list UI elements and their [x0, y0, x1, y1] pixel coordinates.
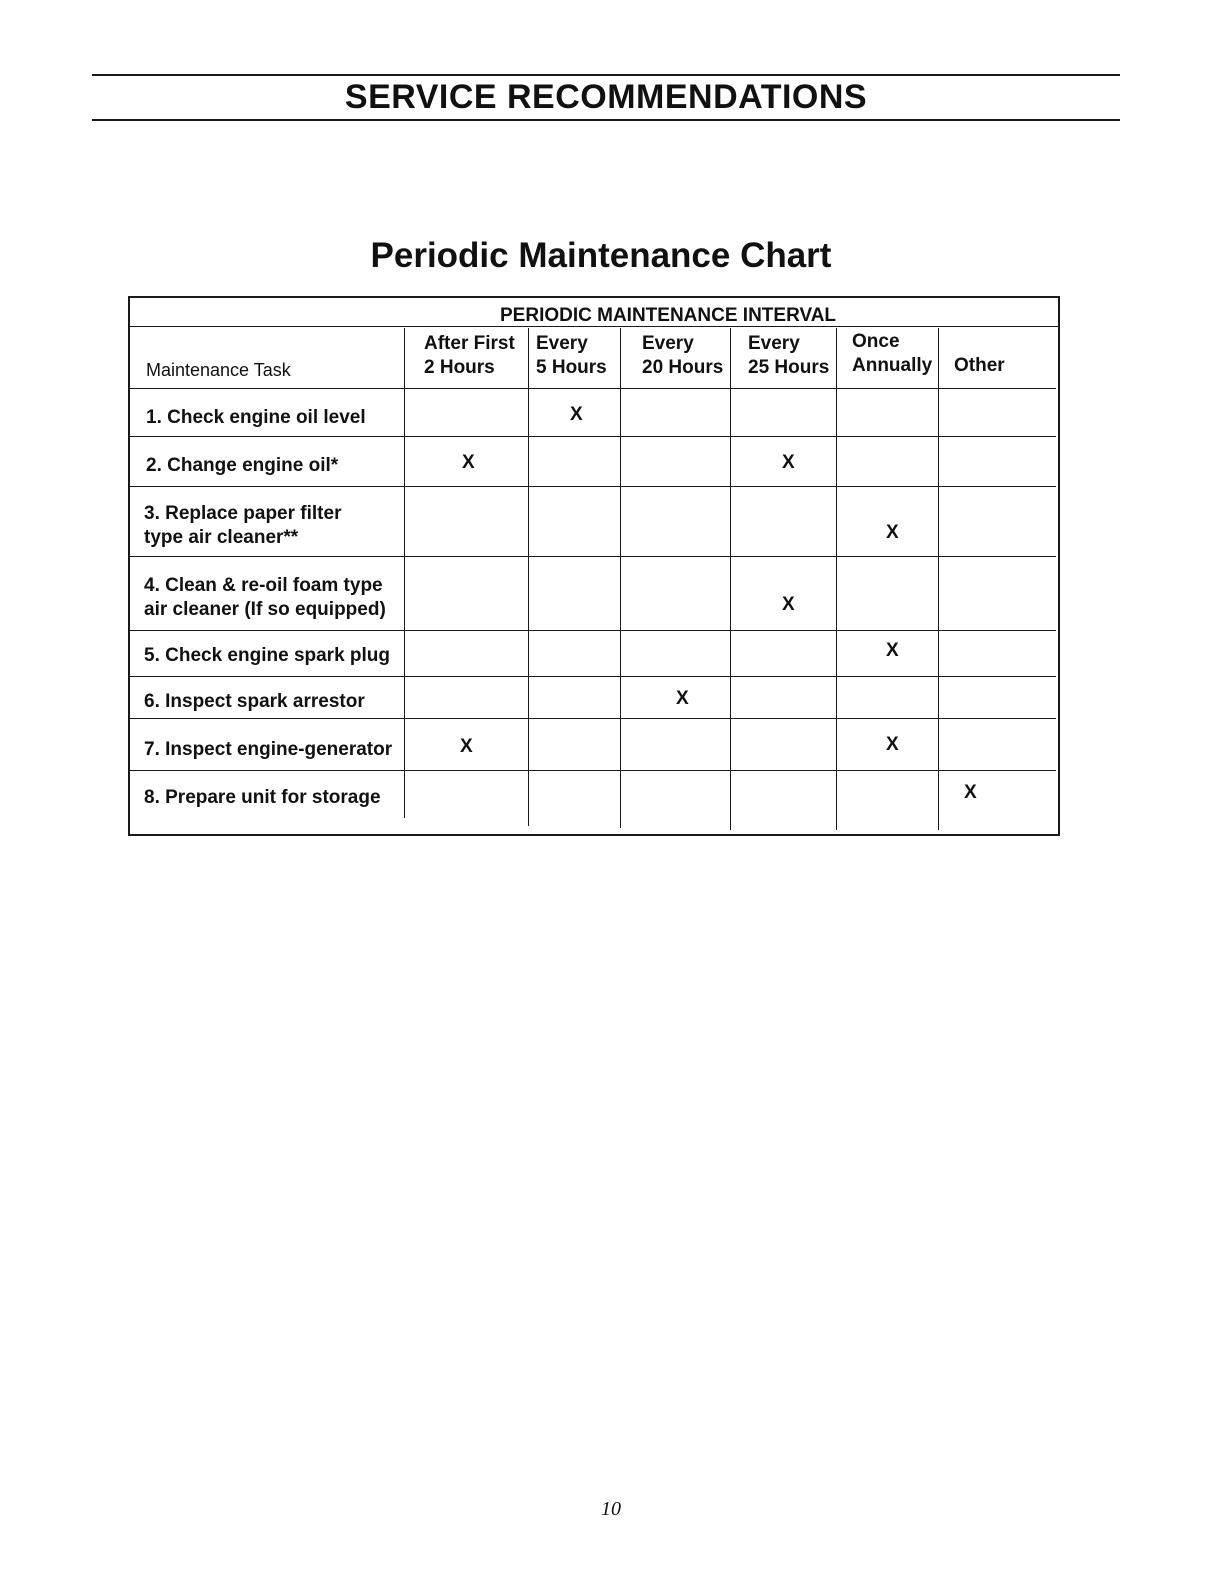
task-label: 6. Inspect spark arrestor — [144, 691, 365, 712]
task-label: 3. Replace paper filter — [144, 503, 342, 524]
interval-mark: X — [570, 404, 583, 425]
bottom-rule — [92, 119, 1120, 121]
interval-mark: X — [676, 688, 689, 709]
interval-mark: X — [964, 782, 977, 803]
task-label: 2. Change engine oil* — [146, 455, 339, 476]
row-divider — [130, 556, 1056, 557]
chart-title-text: Periodic Maintenance Chart — [370, 236, 832, 275]
interval-mark: X — [462, 452, 475, 473]
interval-header-rule — [130, 326, 1058, 327]
task-label: 7. Inspect engine-generator — [144, 739, 393, 760]
row-divider — [130, 388, 1056, 389]
col-header-line2: Other — [954, 355, 1005, 376]
col-header-line2: 2 Hours — [424, 357, 495, 378]
maintenance-table — [128, 296, 1060, 836]
task-label: 4. Clean & re-oil foam type — [144, 575, 383, 596]
row-divider — [130, 770, 1056, 771]
task-label: 8. Prepare unit for storage — [144, 787, 381, 808]
interval-mark: X — [460, 736, 473, 757]
col-divider — [404, 328, 405, 818]
row-divider — [130, 676, 1056, 677]
col-header-line1: Once — [852, 331, 900, 352]
col-header-line2: 20 Hours — [642, 357, 724, 378]
interval-mark: X — [886, 640, 899, 661]
interval-header: PERIODIC MAINTENANCE INTERVAL — [500, 305, 837, 326]
col-divider — [730, 328, 731, 830]
col-header-line1: After First — [424, 333, 515, 354]
row-divider — [130, 718, 1056, 719]
task-label-continued: air cleaner (If so equipped) — [144, 599, 386, 620]
interval-mark: X — [782, 452, 795, 473]
interval-mark: X — [886, 522, 899, 543]
page-number: 10 — [601, 1498, 621, 1520]
chart-title — [0, 236, 1222, 276]
col-header-line1: Every — [748, 333, 800, 354]
task-column-header: Maintenance Task — [146, 360, 291, 380]
interval-mark: X — [782, 594, 795, 615]
col-header-line1: Every — [642, 333, 694, 354]
task-label-continued: type air cleaner** — [144, 527, 299, 548]
col-divider — [836, 328, 837, 830]
col-header-line2: 25 Hours — [748, 357, 830, 378]
col-divider — [938, 328, 939, 830]
row-divider — [130, 630, 1056, 631]
task-label: 5. Check engine spark plug — [144, 645, 391, 666]
interval-mark: X — [886, 734, 899, 755]
col-divider — [528, 328, 529, 826]
row-divider — [130, 436, 1056, 437]
top-rule — [92, 74, 1120, 76]
col-header-line2: 5 Hours — [536, 357, 607, 378]
section-title: SERVICE RECOMMENDATIONS — [344, 78, 868, 116]
col-divider — [620, 328, 621, 828]
row-divider — [130, 486, 1056, 487]
task-label: 1. Check engine oil level — [146, 407, 366, 428]
col-header-line1: Every — [536, 333, 588, 354]
col-header-line2: Annually — [852, 355, 933, 376]
